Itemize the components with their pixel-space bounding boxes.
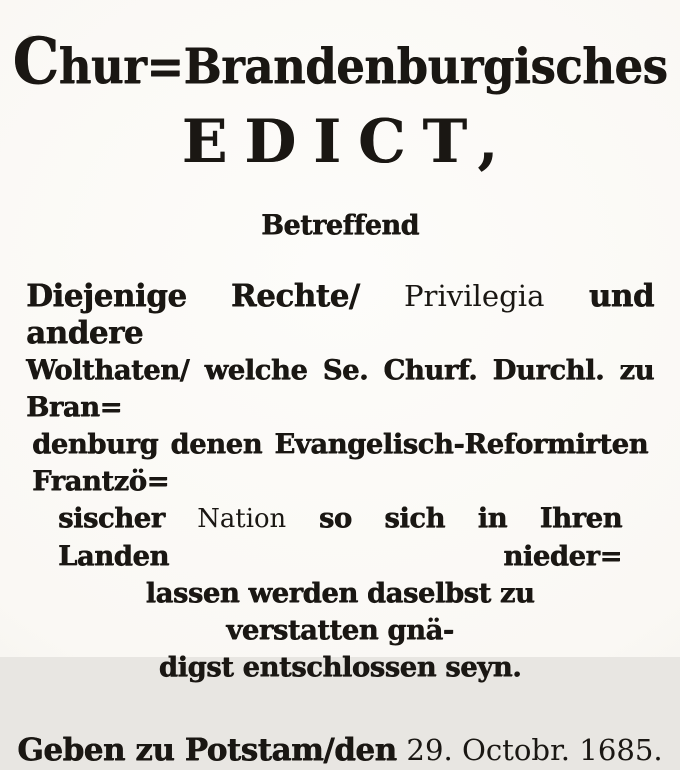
summary-line-6: digst entschlossen seyn. bbox=[158, 651, 522, 683]
summary-line-4-fraktur-b: so sich in Ihren Landen nieder= bbox=[58, 502, 622, 572]
summary-line-3: denburg denen Evangelisch-Reformirten Frantzö= bbox=[32, 428, 648, 497]
summary-line-1-fraktur-a: Diejenige Rechte/ bbox=[26, 278, 360, 314]
summary-line-4-latin-word: Nation bbox=[197, 504, 287, 534]
summary-line-2: Wolthaten/ welche Se. Churf. Durchl. zu Bran= bbox=[26, 354, 654, 423]
summary-line-1-latin-word: Privilegia bbox=[403, 279, 545, 313]
dateline-date: 29. Octobr. 1685. bbox=[406, 733, 663, 767]
summary-line-1-fraktur-b: und andere bbox=[26, 278, 655, 351]
summary-line-1 bbox=[0, 278, 680, 352]
summary-line-4-fraktur-a: sischer bbox=[58, 502, 165, 534]
summary-line-5: lassen werden daselbst zu verstatten gnä- bbox=[145, 577, 535, 646]
document-subtitle: Betreffend bbox=[261, 210, 419, 241]
document-summary bbox=[0, 242, 680, 686]
summary-line-4 bbox=[0, 500, 680, 575]
document-kicker: Chur=Brandenburgisches bbox=[12, 23, 668, 99]
document-title: EDICT, bbox=[181, 107, 516, 177]
dateline bbox=[0, 686, 680, 770]
dateline-place: Geben zu Potstam/den bbox=[17, 732, 397, 768]
